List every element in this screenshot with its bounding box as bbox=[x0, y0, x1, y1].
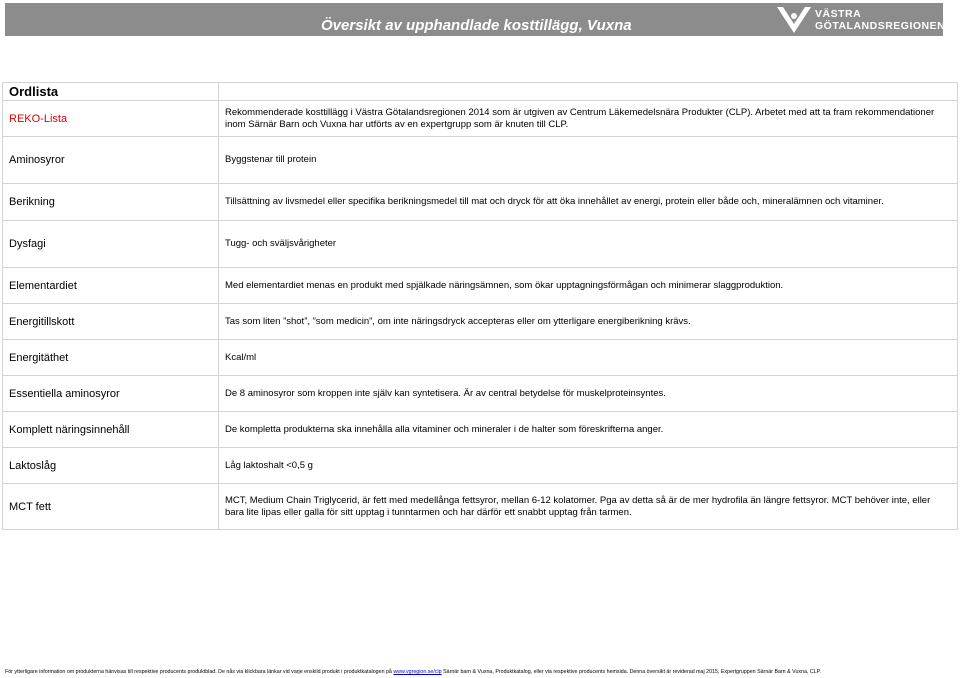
glossary-heading: Ordlista bbox=[9, 84, 59, 99]
glossary bbox=[2, 82, 958, 530]
definition-energitathet: Kcal/ml bbox=[219, 340, 958, 376]
term-elementardiet: Elementardiet bbox=[3, 268, 219, 304]
term-aminosyror: Aminosyror bbox=[3, 137, 219, 184]
logo-text-line2: GÖTALANDSREGIONEN bbox=[815, 20, 946, 32]
definition-berikning: Tillsättning av livsmedel eller specifika berikningsmedel till mat och dryck för att öka innehållet av energi, protein eller både och, mineralämnen och vitaminer. bbox=[219, 184, 958, 221]
table-row bbox=[3, 412, 958, 448]
table-row bbox=[3, 221, 958, 268]
vgr-logo-icon bbox=[775, 5, 813, 35]
table-row bbox=[3, 376, 958, 412]
footer-link[interactable]: www.vgregion.se/clp bbox=[393, 669, 442, 675]
definition-laktoslag: Låg laktoshalt <0,5 g bbox=[219, 448, 958, 484]
term-energitathet: Energitäthet bbox=[3, 340, 219, 376]
footer-text-after: Särnär barn & Vuxna, Produktkatalog, eller via respektive producents hemsida. Denna översikt är reviderad maj 2015, Expertgruppen Särnär Barn & Vuxna, CLP. bbox=[441, 669, 821, 675]
term-essentiella-aminosyror: Essentiella aminosyror bbox=[3, 376, 219, 412]
glossary-heading-empty bbox=[219, 83, 958, 101]
header-banner bbox=[5, 3, 946, 36]
logo-text-line1: VÄSTRA bbox=[815, 8, 862, 20]
definition-mct-fett: MCT, Medium Chain Triglycerid, är fett med medellånga fettsyror, mellan 6-12 kolatomer. Pga av detta så är de mer hydrofila än längre fettsyror. MCT behöver inte, eller bara lite lipas eller galla för sitt upptag i tunntarmen och har därför ett snabbt upptag från tarmen. bbox=[219, 484, 958, 530]
table-row bbox=[3, 448, 958, 484]
definition-elementardiet: Med elementardiet menas en produkt med spjälkade näringsämnen, som ökar upptagningsförmågan och minimerar slaggproduktion. bbox=[219, 268, 958, 304]
glossary-table bbox=[2, 82, 958, 530]
table-row bbox=[3, 268, 958, 304]
table-row bbox=[3, 304, 958, 340]
vgr-logo bbox=[775, 5, 945, 37]
term-dysfagi: Dysfagi bbox=[3, 221, 219, 268]
definition-komplett-naringsinnehall: De kompletta produkterna ska innehålla alla vitaminer och mineraler i de halter som föreskrifterna anger. bbox=[219, 412, 958, 448]
page-title: Översikt av upphandlade kosttillägg, Vuxna bbox=[321, 17, 632, 34]
term-energitillskott: Energitillskott bbox=[3, 304, 219, 340]
term-reko-lista: REKO-Lista bbox=[3, 101, 219, 137]
term-berikning: Berikning bbox=[3, 184, 219, 221]
term-mct-fett: MCT fett bbox=[3, 484, 219, 530]
definition-energitillskott: Tas som liten ”shot”, ”som medicin”, om inte näringsdryck accepteras eller om ytterligare energiberikning krävs. bbox=[219, 304, 958, 340]
table-row bbox=[3, 101, 958, 137]
table-row bbox=[3, 484, 958, 530]
definition-essentiella-aminosyror: De 8 aminosyror som kroppen inte själv kan syntetisera. Är av central betydelse för muskelproteinsyntes. bbox=[219, 376, 958, 412]
term-komplett-naringsinnehall: Komplett näringsinnehåll bbox=[3, 412, 219, 448]
definition-reko-lista: Rekommenderade kosttillägg i Västra Götalandsregionen 2014 som är utgiven av Centrum Läkemedelsnära Produkter (CLP). Arbetet med att ta fram rekommendationer inom Särnär Barn och Vuxna har utförts av en expertgrupp som är knuten till CLP. bbox=[219, 101, 958, 137]
footer-note bbox=[5, 669, 821, 675]
table-row bbox=[3, 340, 958, 376]
glossary-heading-row bbox=[3, 83, 958, 101]
footer-text-before: För ytterligare information om produkterna hänvisas till respektive producents produktblad. De nås via klickbara länkar vid varje enskild produkt i produktkatalogen på bbox=[5, 669, 394, 675]
definition-dysfagi: Tugg- och sväljsvårigheter bbox=[219, 221, 958, 268]
table-row bbox=[3, 137, 958, 184]
term-laktoslag: Laktoslåg bbox=[3, 448, 219, 484]
table-row bbox=[3, 184, 958, 221]
definition-aminosyror: Byggstenar till protein bbox=[219, 137, 958, 184]
glossary-heading-cell bbox=[3, 83, 219, 101]
